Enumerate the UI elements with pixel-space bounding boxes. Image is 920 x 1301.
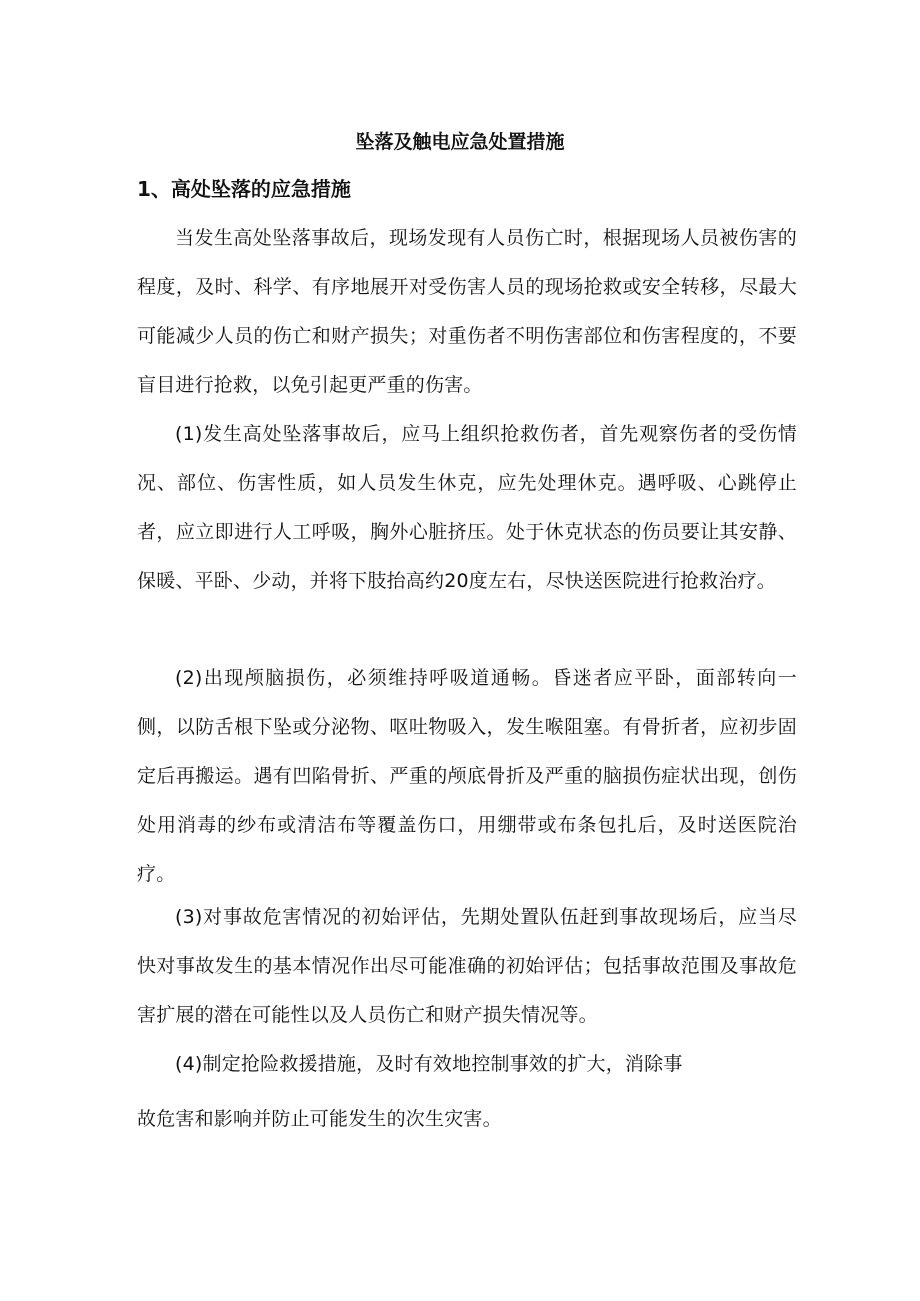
paragraph-item-2: (2)出现颅脑损伤，必须维持呼吸道通畅。昏迷者应平卧，面部转向一侧，以防舌根下坠或分泌物、呕吐物吸入，发生喉阻塞。有骨折者，应初步固定后再搬运。遇有凹陷骨折、严重的颅底骨折及严重的脑损伤症状出现，创伤处用消毒的纱布或清洁布等覆盖伤口，用绷带或布条包扎后，及时送医院治疗。 [137,667,797,885]
paragraph-item-4-continuation: 故危害和影响并防止可能发生的次生灾害。 [137,1108,502,1130]
paragraph-intro: 当发生高处坠落事故后，现场发现有人员伤亡时，根据现场人员被伤害的程度，及时、科学、有序地展开对受伤害人员的现场抢救或安全转移，尽最大可能减少人员的伤亡和财产损失；对重伤者不明伤害部位和伤害程度的，不要盲目进行抢救，以免引起更严重的伤害。 [137,227,797,396]
section-heading: 1、高处坠落的应急措施 [137,177,351,201]
paragraph-item-3: (3)对事故危害情况的初始评估，先期处置队伍赶到事故现场后，应当尽快对事故发生的基本情况作出尽可能准确的初始评估；包括事故范围及事故危害扩展的潜在可能性以及人员伤亡和财产损失情况等。 [137,906,797,1026]
paragraph-item-1: (1)发生高处坠落事故后，应马上组织抢救伤者，首先观察伤者的受伤情况、部位、伤害性质，如人员发生休克，应先处理休克。遇呼吸、心跳停止者，应立即进行人工呼吸，胸外心脏挤压。处于休克状态的伤员要让其安静、保暖、平卧、少动，并将下肢抬高约20度左右，尽快送医院进行抢救治疗。 [137,423,797,592]
paragraph-item-4: (4)制定抢险救援措施，及时有效地控制事效的扩大，消除事 [175,1053,683,1075]
document-title: 坠落及触电应急处置措施 [355,131,565,153]
